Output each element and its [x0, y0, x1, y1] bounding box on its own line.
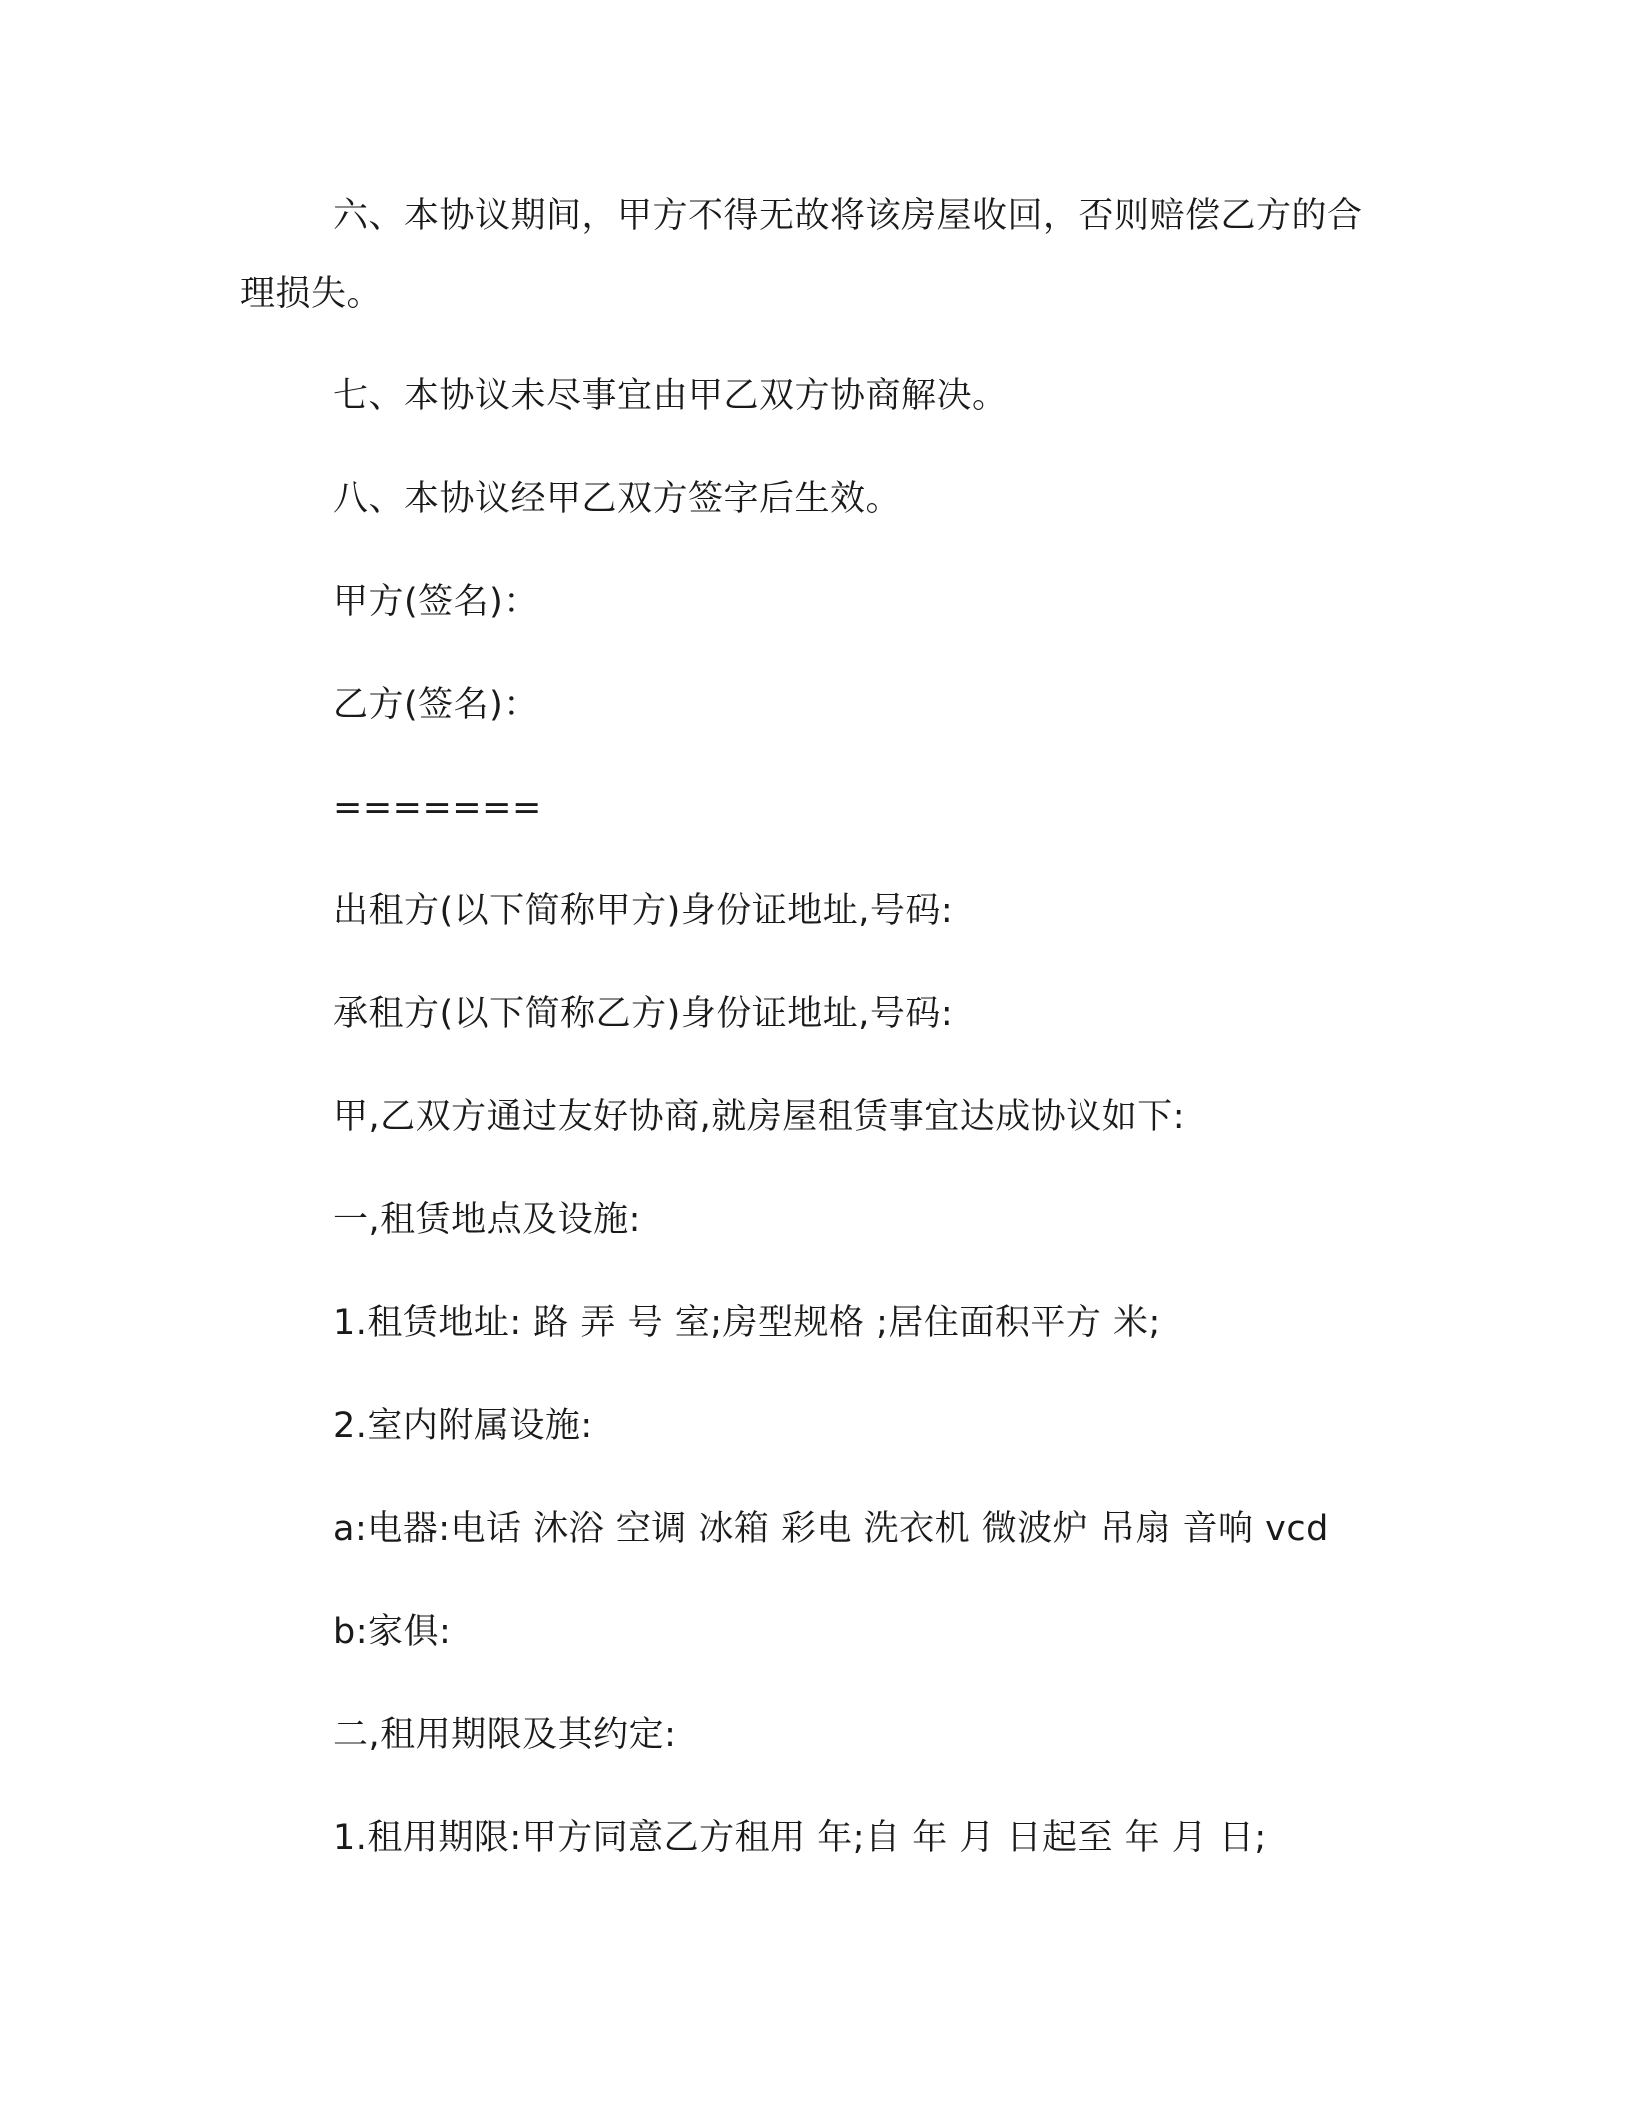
- section-two-heading: 二,租用期限及其约定:: [333, 1715, 677, 1755]
- rental-term: 1.租用期限:甲方同意乙方租用 年;自 年 月 日起至 年 月 日;: [333, 1818, 1267, 1858]
- clause-seven: 七、本协议未尽事宜由甲乙双方协商解决。: [333, 376, 1008, 416]
- rental-address: 1.租赁地址: 路 弄 号 室;房型规格 ;居住面积平方 米;: [333, 1303, 1161, 1343]
- party-b-signature: 乙方(签名)：: [333, 685, 539, 725]
- lessor-info: 出租方(以下简称甲方)身份证地址,号码:: [333, 891, 954, 931]
- indoor-facilities: 2.室内附属设施:: [333, 1406, 593, 1446]
- clause-six: 六、本协议期间，甲方不得无故将该房屋收回，否则赔偿乙方的合理损失。: [240, 196, 1363, 314]
- appliances-list: a:电器:电话 沐浴 空调 冰箱 彩电 洗衣机 微波炉 吊扇 音响 vcd: [333, 1509, 1329, 1549]
- party-a-signature: 甲方(签名)：: [333, 582, 539, 622]
- furniture-list: b:家俱:: [333, 1612, 452, 1652]
- agreement-intro: 甲,乙双方通过友好协商,就房屋租赁事宜达成协议如下:: [333, 1097, 1186, 1137]
- section-one-heading: 一,租赁地点及设施:: [333, 1200, 641, 1240]
- clause-eight: 八、本协议经甲乙双方签字后生效。: [333, 479, 902, 519]
- section-divider: =======: [333, 788, 542, 828]
- lessee-info: 承租方(以下简称乙方)身份证地址,号码:: [333, 994, 954, 1034]
